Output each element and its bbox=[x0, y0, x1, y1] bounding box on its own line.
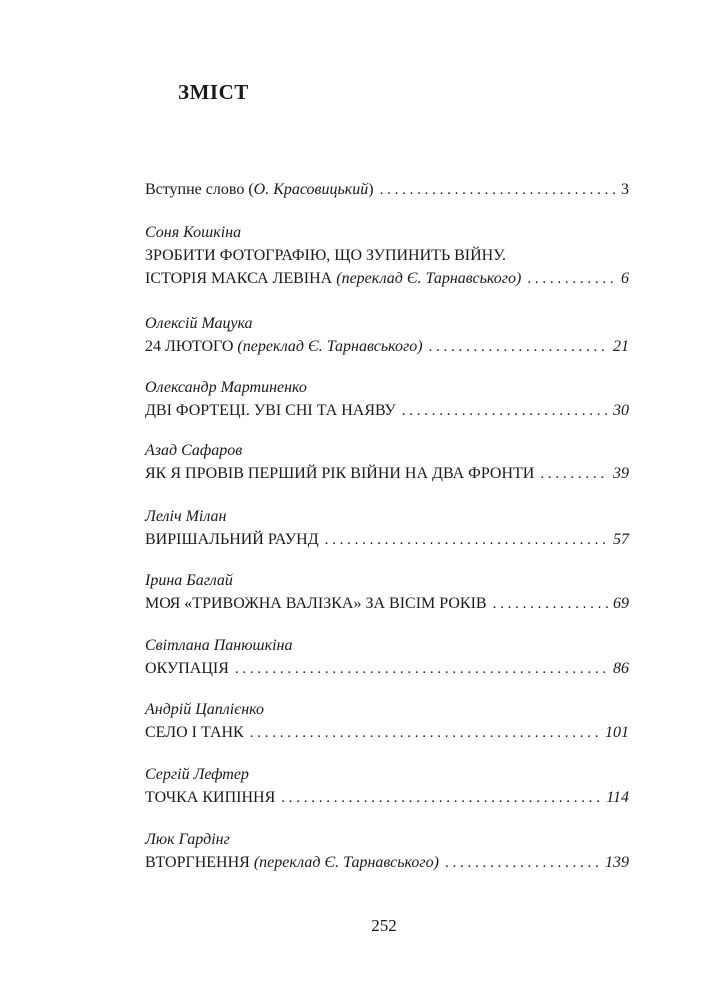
toc-line bbox=[145, 462, 629, 485]
entry-title: Вступне слово (О. Красовицький) bbox=[145, 181, 374, 198]
entry-author: Олексій Мацука bbox=[145, 315, 253, 332]
toc-entry bbox=[145, 222, 629, 290]
page-ref: 39 bbox=[613, 465, 629, 482]
entry-title: ОКУПАЦІЯ bbox=[145, 660, 229, 677]
dot-leader bbox=[281, 787, 602, 810]
toc-line bbox=[145, 528, 629, 551]
entry-author: Андрій Цаплієнко bbox=[145, 701, 265, 718]
entry-title: ТОЧКА КИПІННЯ bbox=[145, 789, 276, 806]
entry-title: ЗРОБИТИ ФОТОГРАФІЮ, ЩО ЗУПИНИТЬ ВІЙНУ. bbox=[145, 247, 506, 264]
toc-entry bbox=[145, 377, 629, 422]
page-ref: 86 bbox=[613, 660, 629, 677]
entry-author: Ірина Баглай bbox=[145, 572, 233, 589]
dot-leader bbox=[445, 852, 601, 875]
page-number: 252 bbox=[371, 916, 397, 935]
dot-leader bbox=[493, 593, 609, 616]
entry-title: ЯК Я ПРОВІВ ПЕРШИЙ РІК ВІЙНИ НА ДВА ФРОНТИ bbox=[145, 465, 535, 482]
entry-title: ВИРІШАЛЬНИЙ РАУНД bbox=[145, 531, 319, 548]
entry-author: Сергій Лефтер bbox=[145, 766, 249, 783]
toc-line bbox=[145, 592, 629, 615]
toc-entry bbox=[145, 506, 629, 551]
entry-author: Соня Кошкіна bbox=[145, 224, 242, 241]
toc-line bbox=[145, 399, 629, 422]
page-ref: 21 bbox=[613, 338, 629, 355]
entry-author: Олександр Мартиненко bbox=[145, 379, 307, 396]
entry-title: СЕЛО І ТАНК bbox=[145, 724, 244, 741]
entry-author: Люк Гардінг bbox=[145, 831, 230, 848]
entry-author: Азад Сафаров bbox=[145, 442, 243, 459]
toc-line bbox=[145, 244, 629, 267]
dot-leader bbox=[235, 658, 609, 681]
entry-author: Леліч Мілан bbox=[145, 508, 227, 525]
entry-title: 24 ЛЮТОГО (переклад Є. Тарнавського) bbox=[145, 338, 423, 355]
entry-title: ДВІ ФОРТЕЦІ. УВІ СНІ ТА НАЯВУ bbox=[145, 402, 396, 419]
page-ref: 114 bbox=[606, 789, 629, 806]
toc-entry bbox=[145, 635, 629, 680]
dot-leader bbox=[540, 463, 609, 486]
entry-title: ВТОРГНЕННЯ (переклад Є. Тарнавського) bbox=[145, 854, 439, 871]
toc-line bbox=[145, 851, 629, 874]
entry-title: ІСТОРІЯ МАКСА ЛЕВІНА (переклад Є. Тарнавського) bbox=[145, 270, 522, 287]
toc-entry bbox=[145, 699, 629, 744]
page-ref: 69 bbox=[613, 595, 629, 612]
contents-heading: ЗМІСТ bbox=[178, 80, 249, 104]
toc-line bbox=[145, 335, 629, 358]
dot-leader bbox=[380, 179, 617, 202]
toc-entry bbox=[145, 570, 629, 615]
toc-line bbox=[145, 657, 629, 680]
page-ref: 101 bbox=[605, 724, 629, 741]
toc-line bbox=[145, 786, 629, 809]
toc-entry-intro bbox=[145, 178, 629, 201]
toc-line bbox=[145, 178, 629, 201]
page-ref: 30 bbox=[613, 402, 629, 419]
dot-leader bbox=[527, 268, 617, 291]
entry-title: МОЯ «ТРИВОЖНА ВАЛІЗКА» ЗА ВІСІМ РОКІВ bbox=[145, 595, 487, 612]
page-ref: 6 bbox=[621, 270, 629, 287]
toc-entry bbox=[145, 440, 629, 485]
dot-leader bbox=[325, 529, 609, 552]
entry-author: Світлана Панюшкіна bbox=[145, 637, 293, 654]
toc-entry bbox=[145, 313, 629, 358]
dot-leader bbox=[429, 336, 609, 359]
toc-entry bbox=[145, 829, 629, 874]
page-ref: 3 bbox=[621, 181, 629, 198]
dot-leader bbox=[402, 400, 609, 423]
toc-line bbox=[145, 721, 629, 744]
page-ref: 139 bbox=[605, 854, 629, 871]
toc-entry bbox=[145, 764, 629, 809]
page-ref: 57 bbox=[613, 531, 629, 548]
toc-line bbox=[145, 267, 629, 290]
dot-leader bbox=[250, 722, 601, 745]
